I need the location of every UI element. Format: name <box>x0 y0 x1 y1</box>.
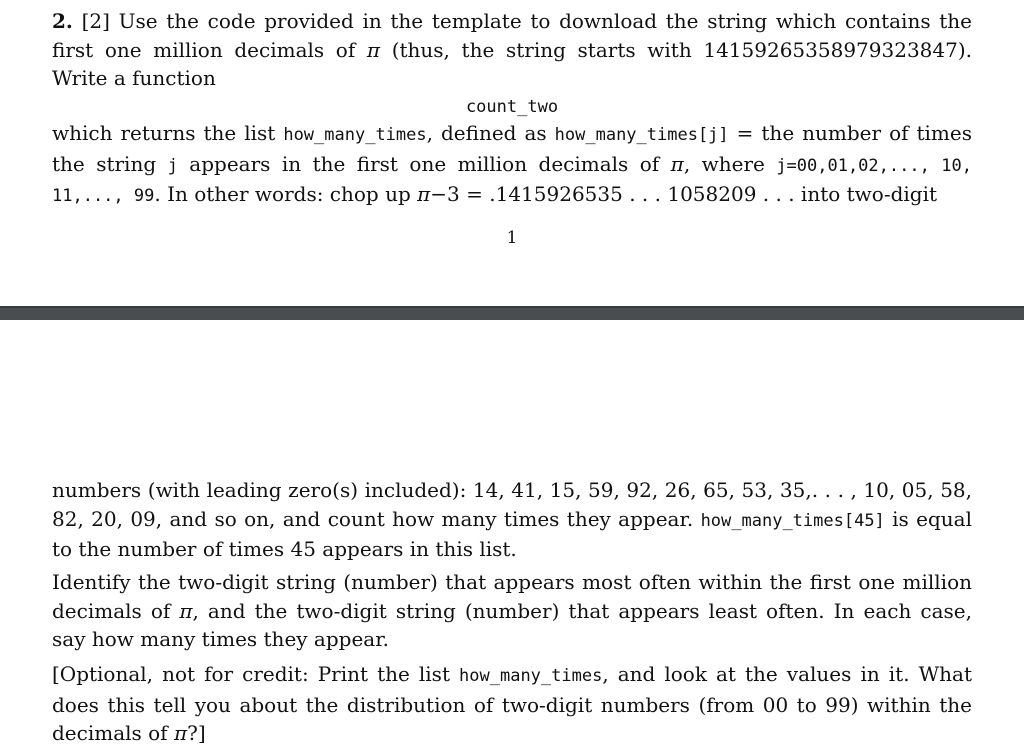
list-name-code: how_many_times <box>283 125 427 145</box>
desc-text-e: , where <box>683 151 777 176</box>
problem-description <box>52 119 972 211</box>
page-separator <box>0 306 1024 320</box>
optional-text-b: , and look at the values in it. What does this tell you about the distribution of two-digit numbers (from 00 to 99) within the decimals of <box>52 662 972 745</box>
pi-symbol: π <box>173 721 188 745</box>
list-index-code: how_many_times[j] <box>554 125 729 145</box>
pi-symbol: π <box>179 598 193 623</box>
identify-text-b: , and the two-digit string (number) that appears least often. In each case, say how many times they appear. <box>52 598 972 651</box>
optional-list-code: how_many_times <box>459 666 603 686</box>
optional-text-a: [Optional, not for credit: Print the list <box>52 662 460 686</box>
identify-paragraph <box>52 568 972 654</box>
cont-text-b: is equal to the number of times 45 appears in this list. <box>52 506 973 561</box>
desc-text-b: , defined as <box>426 121 555 145</box>
cont-text-a: numbers (with leading zero(s) included): 14, 41, 15, 59, 92, 26, 65, 53, 35,. . . , 10, 05, 58, 82, 20, 09, and so on, and count how many times they appear. <box>52 478 972 531</box>
page-number: 1 <box>506 228 518 248</box>
pi-symbol: π <box>366 37 381 62</box>
j-values2-code: 10, 11,..., 99 <box>52 155 972 206</box>
page-2 <box>0 320 1024 752</box>
j-code: j <box>167 155 178 176</box>
function-name: count_two <box>465 97 559 117</box>
intro-text-a: Use the code provided in the template to download the string which contains the first one million decimals of <box>52 9 973 62</box>
j-values-code: j=00,01,02,..., <box>776 155 930 176</box>
problem-points: [2] <box>81 9 110 33</box>
problem-intro <box>52 7 972 93</box>
desc-text-g: −3 = .1415926535 . . . 1058209 . . . into two-digit <box>430 182 938 206</box>
page-1 <box>0 0 1024 306</box>
optional-paragraph <box>52 660 972 748</box>
list-45-code: how_many_times[45] <box>700 510 885 531</box>
continuation-paragraph <box>52 476 972 564</box>
identify-text-a: Identify the two-digit string (number) that appears most often within the first one million decimals of <box>52 570 972 623</box>
desc-text-f: . In other words: chop up <box>154 182 418 206</box>
pi-symbol: π <box>670 151 684 176</box>
pi-symbol: π <box>417 182 431 206</box>
optional-text-c: ?] <box>187 721 206 745</box>
problem-number: 2. <box>52 9 73 33</box>
desc-text-a: which returns the list <box>52 121 284 145</box>
intro-text-b: (thus, the string starts with 14159265358979323847). Write a function <box>52 37 973 90</box>
desc-text-c: = the number of times the string <box>52 121 972 176</box>
desc-text-d: appears in the first one million decimals of <box>177 151 671 176</box>
